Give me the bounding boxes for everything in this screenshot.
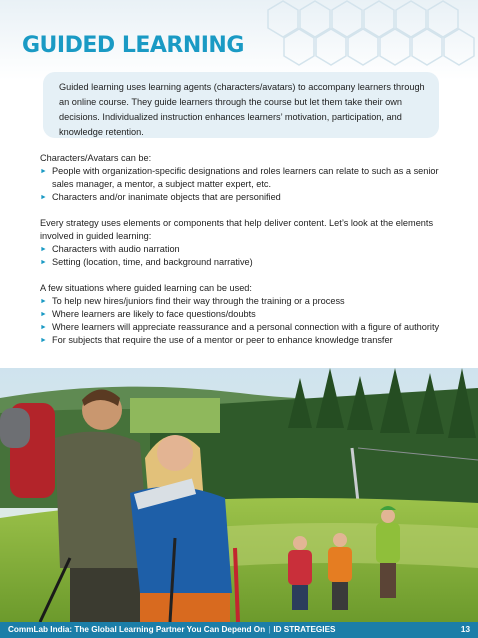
elements-heading: Every strategy uses elements or components that help deliver content. Let’s look at the elements involved in guided learning: [40,218,434,241]
list-item: ► Characters with audio narration [40,244,180,254]
situations-heading: A few situations where guided learning can be used: [40,283,252,293]
elements-list [40,243,460,269]
page-footer [0,622,478,638]
bullet-icon: ► [40,246,47,253]
list-item: ► Where learners are likely to face questions/doubts [40,309,256,319]
hikers-photo [0,368,478,622]
footer-separator: | [268,625,271,634]
list-item: ► Characters and/or inanimate objects that are personified [40,192,281,202]
footer-brand: CommLab India: The Global Learning Partner You Can Depend On [8,625,266,634]
bullet-icon: ► [40,324,47,331]
elements-section [40,217,460,269]
list-item: ► Setting (location, time, and background narrative) [40,257,253,267]
page-title: GUIDED LEARNING [22,33,244,58]
footer-caption [8,625,336,634]
hexagon-pattern-decoration [238,0,478,80]
situations-section [40,282,460,347]
characters-list [40,165,460,204]
bullet-icon: ► [40,311,47,318]
situations-list [40,295,460,347]
list-item: ► People with organization-specific designations and roles learners can relate to such as a senior sales manager, a mentor, a subject matter expert, etc. [40,166,439,189]
bullet-icon: ► [40,337,47,344]
characters-heading: Characters/Avatars can be: [40,153,152,163]
list-item: ► For subjects that require the use of a mentor or peer to enhance knowledge transfer [40,335,393,345]
bullet-icon: ► [40,194,47,201]
bullet-icon: ► [40,298,47,305]
bullet-icon: ► [40,168,47,175]
list-item: ► Where learners will appreciate reassurance and a personal connection with a figure of authority [40,322,440,332]
list-item: ► To help new hires/juniors find their way through the training or a process [40,296,345,306]
characters-section [40,152,460,204]
bullet-icon: ► [40,259,47,266]
intro-text: Guided learning uses learning agents (characters/avatars) to accompany learners through an online course. They guide learners through the course but let them take their own decisions. Individualized instruction enhances learners’ motivation, participation, and knowledge retention. [59,82,425,137]
page-number: 13 [460,625,470,634]
footer-section-name: ID STRATEGIES [273,625,336,634]
